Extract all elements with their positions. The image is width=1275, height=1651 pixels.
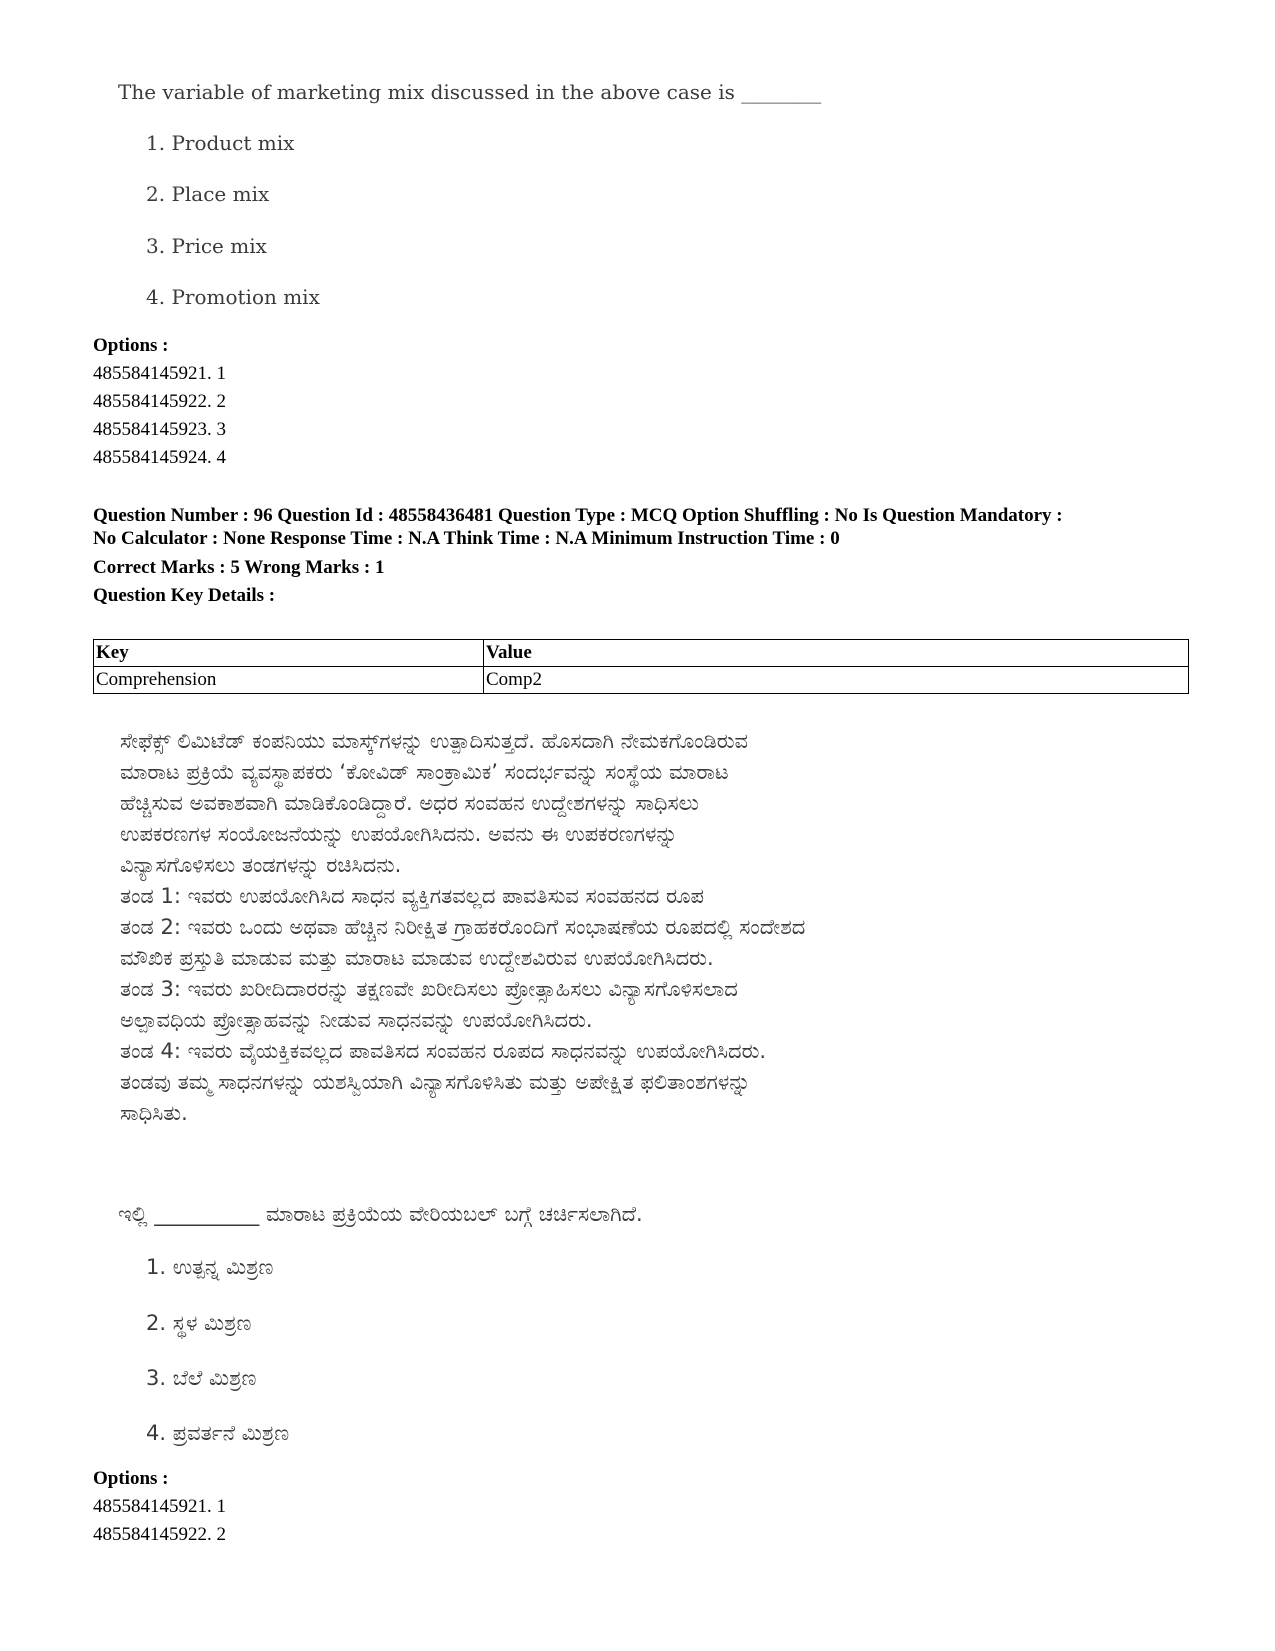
passage-line: ಹೆಚ್ಚಿಸುವ ಅವಕಾಶವಾಗಿ ಮಾಡಿಕೊಂಡಿದ್ದಾರೆ. ಅಧರ ಸಂವಹನ ಉದ್ದೇಶಗಳನ್ನು ಸಾಧಿಸಲು <box>120 791 699 815</box>
answer-choice: 3. ಬೆಲೆ ಮಿಶ್ರಣ <box>146 1366 257 1390</box>
question-stem: ಇಲ್ಲಿ __________ ಮಾರಾಟ ಪ್ರಕ್ರಿಯೆಯ ವೇರಿಯಬಲ್ ಬಗ್ಗೆ ಚರ್ಚಿಸಲಾಗಿದೆ. <box>118 1202 643 1226</box>
question-meta-line: Question Number : 96 Question Id : 48558436481 Question Type : MCQ Option Shuffling : No Is Question Mandatory : <box>93 505 1063 526</box>
option-id: 485584145921. 1 <box>93 1496 226 1517</box>
passage-line: ಸೇಫೆಕ್ಸ್ ಲಿಮಿಟೆಡ್ ಕಂಪನಿಯು ಮಾಸ್ಕ್‌ಗಳನ್ನು ಉತ್ಪಾದಿಸುತ್ತದೆ. ಹೊಸದಾಗಿ ನೇಮಕಗೊಂಡಿರುವ <box>120 729 749 753</box>
passage-line: ಮಾರಾಟ ಪ್ರಕ್ರಿಯೆ ವ್ಯವಸ್ಥಾಪಕರು ‘ಕೋವಿಡ್ ಸಾಂಕ್ರಾಮಿಕ’ ಸಂದರ್ಭವನ್ನು ಸಂಸ್ಥೆಯ ಮಾರಾಟ <box>120 760 729 784</box>
passage-line: ಉಪಕರಣಗಳ ಸಂಯೋಜನೆಯನ್ನು ಉಪಯೋಗಿಸಿದನು. ಅವನು ಈ ಉಪಕರಣಗಳನ್ನು <box>120 822 678 846</box>
table-header-row <box>94 640 1189 667</box>
table-header: Value <box>484 640 1189 667</box>
table-cell: Comprehension <box>94 667 484 694</box>
key-details-label: Question Key Details : <box>93 585 276 606</box>
options-section <box>93 1465 226 1549</box>
options-label: Options : <box>93 335 169 356</box>
passage-line: ತಂಡವು ತಮ್ಮ ಸಾಧನಗಳನ್ನು ಯಶಸ್ವಿಯಾಗಿ ವಿನ್ಯಾಸಗೊಳಿಸಿತು ಮತ್ತು ಅಪೇಕ್ಷಿತ ಫಲಿತಾಂಶಗಳನ್ನು <box>120 1070 751 1094</box>
comprehension-passage <box>120 726 1200 1129</box>
passage-line: ತಂಡ 3: ಇವರು ಖರೀದಿದಾರರನ್ನು ತಕ್ಷಣವೇ ಖರೀದಿಸಲು ಪ್ರೋತ್ಸಾಹಿಸಲು ವಿನ್ಯಾಸಗೊಳಿಸಲಾದ <box>120 977 738 1001</box>
answer-choice: 4. Promotion mix <box>146 285 320 309</box>
option-id: 485584145924. 4 <box>93 447 226 468</box>
answer-choice: 2. ಸ್ಥಳ ಮಿಶ್ರಣ <box>146 1311 252 1335</box>
table-header: Key <box>94 640 484 667</box>
passage-line: ತಂಡ 1: ಇವರು ಉಪಯೋಗಿಸಿದ ಸಾಧನ ವ್ಯಕ್ತಿಗತವಲ್ಲದ ಪಾವತಿಸುವ ಸಂವಹನದ ರೂಪ <box>120 884 704 908</box>
question-stem: The variable of marketing mix discussed in the above case is ________ <box>118 80 822 104</box>
answer-choice: 1. Product mix <box>146 131 295 155</box>
answer-choice: 3. Price mix <box>146 234 267 258</box>
option-id: 485584145922. 2 <box>93 391 226 412</box>
question-meta-line: No Calculator : None Response Time : N.A Think Time : N.A Minimum Instruction Time : 0 <box>93 528 840 549</box>
passage-line: ತಂಡ 4: ಇವರು ವೈಯಕ್ತಿಕವಲ್ಲದ ಪಾವತಿಸದ ಸಂವಹನ ರೂಪದ ಸಾಧನವನ್ನು ಉಪಯೋಗಿಸಿದರು. <box>120 1039 767 1063</box>
option-id: 485584145922. 2 <box>93 1524 226 1545</box>
question-header <box>93 504 1203 550</box>
answer-choice: 1. ಉತ್ಪನ್ನ ಮಿಶ್ರಣ <box>146 1255 274 1279</box>
table-cell: Comp2 <box>484 667 1189 694</box>
key-details-table <box>93 639 1189 694</box>
options-section <box>93 332 226 472</box>
options-label: Options : <box>93 1468 169 1489</box>
passage-line: ತಂಡ 2: ಇವರು ಒಂದು ಅಥವಾ ಹೆಚ್ಚಿನ ನಿರೀಕ್ಷಿತ ಗ್ರಾಹಕರೊಂದಿಗೆ ಸಂಭಾಷಣೆಯ ರೂಪದಲ್ಲಿ ಸಂದೇಶದ <box>120 915 806 939</box>
passage-line: ಅಲ್ಪಾವಧಿಯ ಪ್ರೋತ್ಸಾಹವನ್ನು ನೀಡುವ ಸಾಧನವನ್ನು ಉಪಯೋಗಿಸಿದರು. <box>120 1008 593 1032</box>
table-row <box>94 667 1189 694</box>
passage-line: ಸಾಧಿಸಿತು. <box>120 1101 188 1125</box>
option-id: 485584145921. 1 <box>93 363 226 384</box>
option-id: 485584145923. 3 <box>93 419 226 440</box>
passage-line: ಮೌಖಿಕ ಪ್ರಸ್ತುತಿ ಮಾಡುವ ಮತ್ತು ಮಾರಾಟ ಮಾಡುವ ಉದ್ದೇಶವಿರುವ ಉಪಯೋಗಿಸಿದರು. <box>120 946 714 970</box>
answer-choice: 4. ಪ್ರವರ್ತನೆ ಮಿಶ್ರಣ <box>146 1421 290 1445</box>
answer-choice: 2. Place mix <box>146 182 270 206</box>
marks-line: Correct Marks : 5 Wrong Marks : 1 <box>93 557 385 578</box>
passage-line: ವಿನ್ಯಾಸಗೊಳಿಸಲು ತಂಡಗಳನ್ನು ರಚಿಸಿದನು. <box>120 853 402 877</box>
